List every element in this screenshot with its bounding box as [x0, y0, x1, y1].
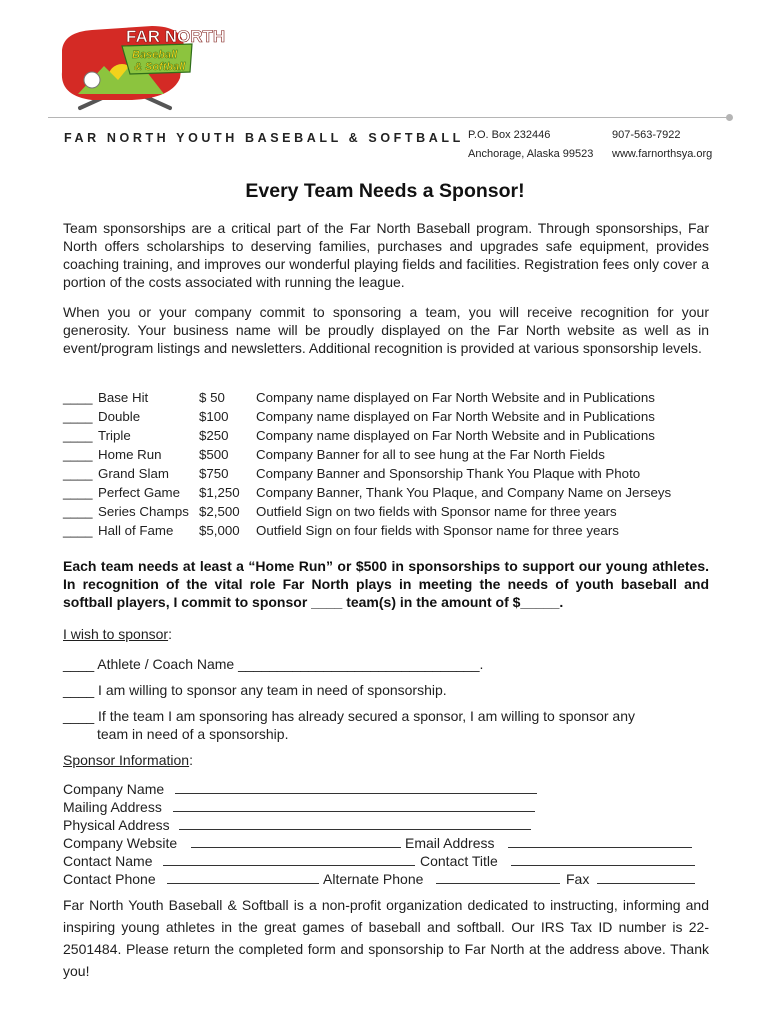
- fax-label: Fax: [566, 871, 590, 887]
- level-row: [63, 502, 723, 521]
- contact-phone-field[interactable]: [167, 883, 319, 884]
- logo-text-far-north: FAR NORTH: [126, 27, 226, 46]
- level-price: $750: [199, 466, 229, 481]
- organization-name: FAR NORTH YOUTH BASEBALL & SOFTBALL: [64, 131, 464, 145]
- already-sponsored-option-cont: team in need of a sponsorship.: [97, 726, 289, 742]
- po-box: P.O. Box 232446: [468, 129, 551, 141]
- level-row: [63, 445, 723, 464]
- mailing-address-row: [63, 798, 543, 816]
- level-name: Triple: [98, 428, 131, 443]
- phone-number: 907-563-7922: [612, 129, 681, 141]
- company-name-label: Company Name: [63, 781, 165, 797]
- level-price: $100: [199, 409, 229, 424]
- level-description: Company name displayed on Far North Website and in Publications: [256, 428, 655, 443]
- physical-address-label: Physical Address: [63, 817, 170, 833]
- logo-text-baseball: Baseball: [132, 49, 178, 61]
- company-website-label: Company Website: [63, 835, 178, 851]
- level-description: Outfield Sign on four fields with Sponsor name for three years: [256, 523, 619, 538]
- wish-heading-label: I wish to sponsor: [63, 626, 169, 642]
- level-description: Company Banner and Sponsorship Thank You Plaque with Photo: [256, 466, 641, 481]
- level-row: [63, 388, 723, 407]
- company-name-field[interactable]: [175, 793, 537, 794]
- athlete-coach-option[interactable]: ____ Athlete / Coach Name _______________________________.: [63, 656, 484, 672]
- contact-name-label: Contact Name: [63, 853, 153, 869]
- level-price: $500: [199, 447, 229, 462]
- email-address-field[interactable]: [508, 847, 692, 848]
- level-row: [63, 483, 723, 502]
- alternate-phone-label: Alternate Phone: [323, 871, 424, 887]
- any-team-option[interactable]: ____ I am willing to sponsor any team in need of sponsorship.: [63, 682, 447, 698]
- footer-paragraph: Far North Youth Baseball & Softball is a non-profit organization dedicated to instructing, informing and inspiring young athletes in the great games of baseball and softball. Our IRS Tax ID number is 22-2501484. Please return the completed form and sponsorship to Far North at the address above. Thank you!: [63, 897, 709, 979]
- contact-title-label: Contact Title: [420, 853, 498, 869]
- level-checkbox-blank[interactable]: ____: [63, 466, 93, 481]
- sponsor-info-heading: [63, 751, 193, 769]
- sponsorship-levels-list: [63, 388, 723, 540]
- level-checkbox-blank[interactable]: ____: [63, 447, 93, 462]
- level-checkbox-blank[interactable]: ____: [63, 390, 93, 405]
- physical-address-row: [63, 816, 543, 834]
- already-sponsored-option[interactable]: ____ If the team I am sponsoring has already secured a sponsor, I am willing to sponsor any: [63, 708, 635, 724]
- level-name: Grand Slam: [98, 466, 169, 481]
- contact-name-field[interactable]: [163, 865, 415, 866]
- level-checkbox-blank[interactable]: ____: [63, 409, 93, 424]
- alternate-phone-field[interactable]: [436, 883, 560, 884]
- header-rule-dot: [726, 114, 733, 121]
- level-description: Outfield Sign on two fields with Sponsor name for three years: [256, 504, 617, 519]
- level-checkbox-blank[interactable]: ____: [63, 485, 93, 500]
- level-row: [63, 521, 723, 540]
- level-price: $1,250: [199, 485, 240, 500]
- wish-heading: [63, 625, 172, 643]
- level-row: [63, 407, 723, 426]
- wish-heading-colon: :: [168, 626, 172, 642]
- contact-name-title-row: [63, 852, 703, 870]
- level-checkbox-blank[interactable]: ____: [63, 523, 93, 538]
- level-price: $2,500: [199, 504, 240, 519]
- email-address-label: Email Address: [405, 835, 495, 851]
- contact-phone-label: Contact Phone: [63, 871, 156, 887]
- level-name: Series Champs: [98, 504, 189, 519]
- level-name: Base Hit: [98, 390, 149, 405]
- page-title: Every Team Needs a Sponsor!: [245, 180, 525, 202]
- level-price: $250: [199, 428, 229, 443]
- level-name: Perfect Game: [98, 485, 181, 500]
- level-description: Company name displayed on Far North Website and in Publications: [256, 409, 655, 424]
- level-row: [63, 464, 723, 483]
- recognition-paragraph: When you or your company commit to sponsoring a team, you will receive recognition for your generosity. Your business name will be proudly displayed on the Far North website as well as in event/program listings and newsletters. Additional recognition is provided at various sponsorship levels.: [63, 304, 709, 356]
- fax-field[interactable]: [597, 883, 695, 884]
- website-email-row: [63, 834, 703, 852]
- level-checkbox-blank[interactable]: ____: [63, 428, 93, 443]
- level-description: Company name displayed on Far North Website and in Publications: [256, 390, 655, 405]
- contact-title-field[interactable]: [511, 865, 695, 866]
- intro-paragraph: Team sponsorships are a critical part of the Far North Baseball program. Through sponsorships, Far North offers scholarships to deserving families, purchases and upgrades safe equipment, provides coaching training, and improves our wonderful playing fields and facilities. Registration fees only cover a portion of the costs associated with running the league.: [63, 220, 709, 290]
- company-website-field[interactable]: [191, 847, 401, 848]
- website-link: www.farnorthsya.org: [612, 148, 713, 160]
- level-price: $5,000: [199, 523, 240, 538]
- level-checkbox-blank[interactable]: ____: [63, 504, 93, 519]
- far-north-logo: [52, 20, 226, 112]
- logo-text-softball: & Softball: [134, 61, 186, 73]
- company-name-row: [63, 780, 543, 798]
- mailing-address-field[interactable]: [173, 811, 535, 812]
- level-row: [63, 426, 723, 445]
- level-description: Company Banner for all to see hung at the Far North Fields: [256, 447, 605, 462]
- level-name: Double: [98, 409, 141, 424]
- contact-address: [468, 126, 593, 164]
- sponsor-info-heading-colon: :: [189, 752, 193, 768]
- sponsor-info-heading-label: Sponsor Information: [63, 752, 190, 768]
- level-name: Hall of Fame: [98, 523, 174, 538]
- phone-row: [63, 870, 703, 888]
- header-rule: [48, 117, 730, 118]
- commitment-statement: Each team needs at least a “Home Run” or $500 in sponsorships to support our young athletes. In recognition of the vital role Far North plays in meeting the needs of youth baseball and softball players, I commit to sponsor ____ team(s) in the amount of $_____.: [63, 558, 709, 610]
- physical-address-field[interactable]: [179, 829, 531, 830]
- level-name: Home Run: [98, 447, 162, 462]
- city-state-zip: Anchorage, Alaska 99523: [468, 148, 594, 160]
- level-description: Company Banner, Thank You Plaque, and Company Name on Jerseys: [256, 485, 672, 500]
- contact-phone-web: [612, 126, 712, 164]
- level-price: $ 50: [199, 390, 225, 405]
- mailing-address-label: Mailing Address: [63, 799, 162, 815]
